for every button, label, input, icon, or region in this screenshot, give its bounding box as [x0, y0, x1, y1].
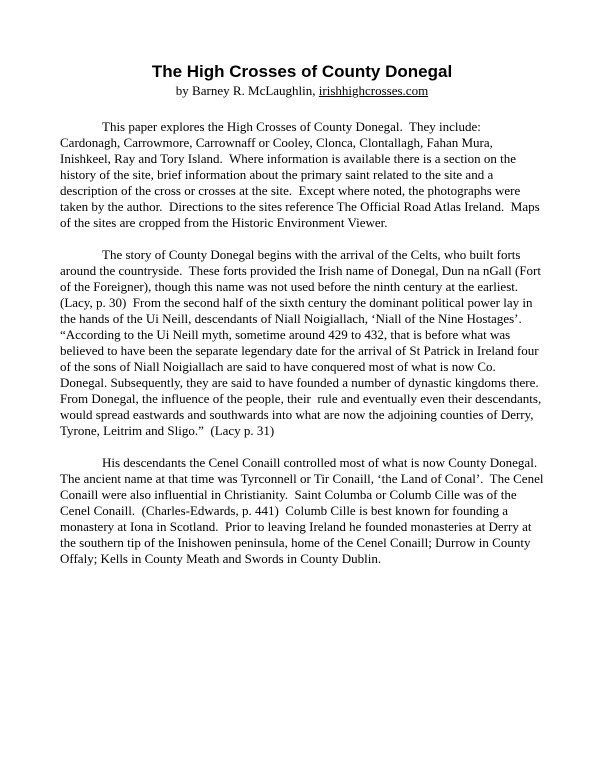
byline-author: by Barney R. McLaughlin, — [175, 83, 319, 98]
byline-link[interactable]: irishhighcrosses.com — [318, 83, 429, 98]
paragraph-history-celts: The story of County Donegal begins with the arrival of the Celts, who built forts around the countryside. These forts provided the Irish name of Donegal, Dun na nGall (Fort of the Foreigner), though this name was not used before the ninth century at the earliest. (Lacy, p. 30) From the second half of the sixth century the dominant political power lay in the hands of the Ui Neill, descendants of Niall Noigiallach, ‘Niall of the Nine Hostages’. “According to the Ui Neill myth, sometime around 429 to 432, that is before what was believed to have been the separate legendary date for the arrival of St Patrick in Ireland four of the sons of Niall Noigiallach are said to have conquered most of what is now Co. Donegal. Subsequently, they are said to have founded a number of dynastic kingdoms there. From Donegal, the influence of the people, their rule and eventually even their descendants, would spread eastwards and southwards into what are now the adjoining counties of Derry, Tyrone, Leitrim and Sligo.” (Lacy p. 31) — [60, 247, 545, 438]
paragraph-intro: This paper explores the High Crosses of County Donegal. They include: Cardonagh, Carrowmore, Carrownaff or Cooley, Clonca, Clontallagh, Fahan Mura, Inishkeel, Ray and Tory Island. Where information is available there is a section on the history of the site, brief information about the primary saint related to the site and a description of the cross or crosses at the site. Except where noted, the photographs were taken by the author. Directions to the sites reference The Official Road Atlas Ireland. Maps of the sites are cropped from the Historic Environment Viewer. — [60, 119, 543, 230]
byline — [60, 83, 544, 99]
paragraph-cenel-conaill: His descendants the Cenel Conaill controlled most of what is now County Donegal. The ancient name at that time was Tyrconnell or Tir Conaill, ‘the Land of Conal’. The Cenel Conaill were also influential in Christianity. Saint Columba or Columb Cille was of the Cenel Conaill. (Charles-Edwards, p. 441) Columb Cille is best known for founding a monastery at Iona in Scotland. Prior to leaving Ireland he founded monasteries at Derry at the southern tip of the Inishowen peninsula, home of the Cenel Conaill; Durrow in County Offaly; Kells in County Meath and Swords in County Dublin. — [60, 455, 547, 566]
document-title: The High Crosses of County Donegal — [151, 62, 453, 81]
